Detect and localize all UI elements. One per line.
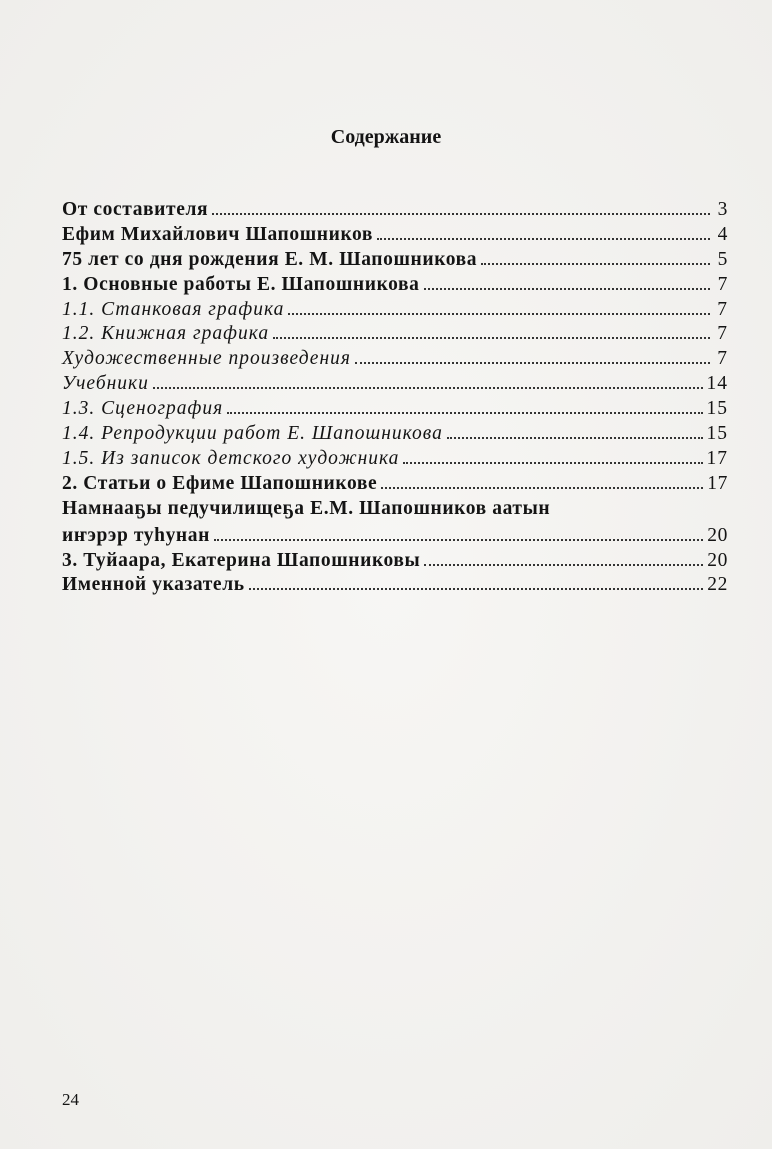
toc-entry-title: 1.4. Репродукции работ Е. Шапошникова <box>62 423 443 445</box>
dot-leader <box>227 412 702 414</box>
dot-leader <box>355 362 710 364</box>
toc-entry-page: 15 <box>706 423 728 445</box>
toc-entry-title: 75 лет со дня рождения Е. М. Шапошникова <box>62 248 478 270</box>
table-of-contents <box>62 199 728 599</box>
toc-entry-page: 7 <box>717 273 728 295</box>
toc-entry-title: Ефим Михайлович Шапошников <box>62 223 374 245</box>
toc-entry[interactable] <box>62 550 728 575</box>
toc-entry-page: 20 <box>707 524 728 546</box>
toc-entry[interactable] <box>62 398 728 423</box>
dot-leader <box>424 564 703 566</box>
toc-entry-title: 3. Туйаара, Екатерина Шапошниковы <box>62 549 421 571</box>
dot-leader <box>288 313 710 315</box>
dot-leader <box>447 437 703 439</box>
toc-entry-title: Художественные произведения <box>62 348 351 370</box>
dot-leader <box>377 238 710 240</box>
toc-entry-title: 1.1. Станковая графика <box>62 298 285 320</box>
toc-entry-title: От составителя <box>62 199 209 220</box>
toc-entry-page: 7 <box>717 348 728 370</box>
toc-entry[interactable] <box>62 224 728 249</box>
toc-entry[interactable] <box>62 249 728 274</box>
toc-entry[interactable] <box>62 199 728 224</box>
toc-entry[interactable] <box>62 473 728 498</box>
toc-entry-title: Учебники <box>62 373 149 395</box>
toc-entry-page: 5 <box>717 248 728 270</box>
toc-entry[interactable] <box>62 448 728 473</box>
toc-entry[interactable] <box>62 498 728 525</box>
toc-entry[interactable] <box>62 373 728 398</box>
toc-entry-title: Именной указатель <box>62 574 245 596</box>
toc-entry[interactable] <box>62 574 728 599</box>
toc-entry-title: 1.5. Из записок детского художника <box>62 447 400 469</box>
toc-entry-page: 22 <box>707 574 728 596</box>
toc-entry-page: 17 <box>707 472 728 494</box>
dot-leader <box>214 539 703 541</box>
toc-entry[interactable] <box>62 274 728 299</box>
dot-leader <box>381 487 703 489</box>
toc-entry-page: 17 <box>706 447 728 469</box>
toc-entry-title: 1.3. Сценография <box>62 398 224 420</box>
toc-entry-page: 20 <box>707 549 728 571</box>
dot-leader <box>403 462 702 464</box>
toc-entry-page: 14 <box>706 373 728 395</box>
page-title: Содержание <box>330 126 442 148</box>
toc-entry-page: 7 <box>717 298 728 320</box>
toc-entry-title: Намнааҕы педучилищеҕа Е.М. Шапошников аатын <box>62 497 551 519</box>
dot-leader <box>273 337 710 339</box>
dot-leader <box>153 387 703 389</box>
dot-leader <box>481 263 710 265</box>
toc-entry[interactable] <box>62 323 728 348</box>
toc-entry-title: 2. Статьи о Ефиме Шапошникове <box>62 472 378 494</box>
toc-entry[interactable] <box>62 525 728 550</box>
toc-entry[interactable] <box>62 423 728 448</box>
dot-leader <box>249 588 704 590</box>
toc-entry-title: иҥэрэр туһунан <box>62 524 210 546</box>
toc-entry[interactable] <box>62 299 728 324</box>
toc-entry-page: 7 <box>717 323 728 345</box>
page-number: 24 <box>62 1090 79 1109</box>
toc-entry-page: 15 <box>706 398 728 420</box>
dot-leader <box>212 213 710 215</box>
toc-entry-title: 1. Основные работы Е. Шапошникова <box>62 273 420 295</box>
dot-leader <box>424 288 710 290</box>
toc-entry-page: 4 <box>717 223 728 245</box>
toc-entry-page: 3 <box>717 199 728 220</box>
toc-entry-title: 1.2. Книжная графика <box>62 323 270 345</box>
toc-entry[interactable] <box>62 348 728 373</box>
